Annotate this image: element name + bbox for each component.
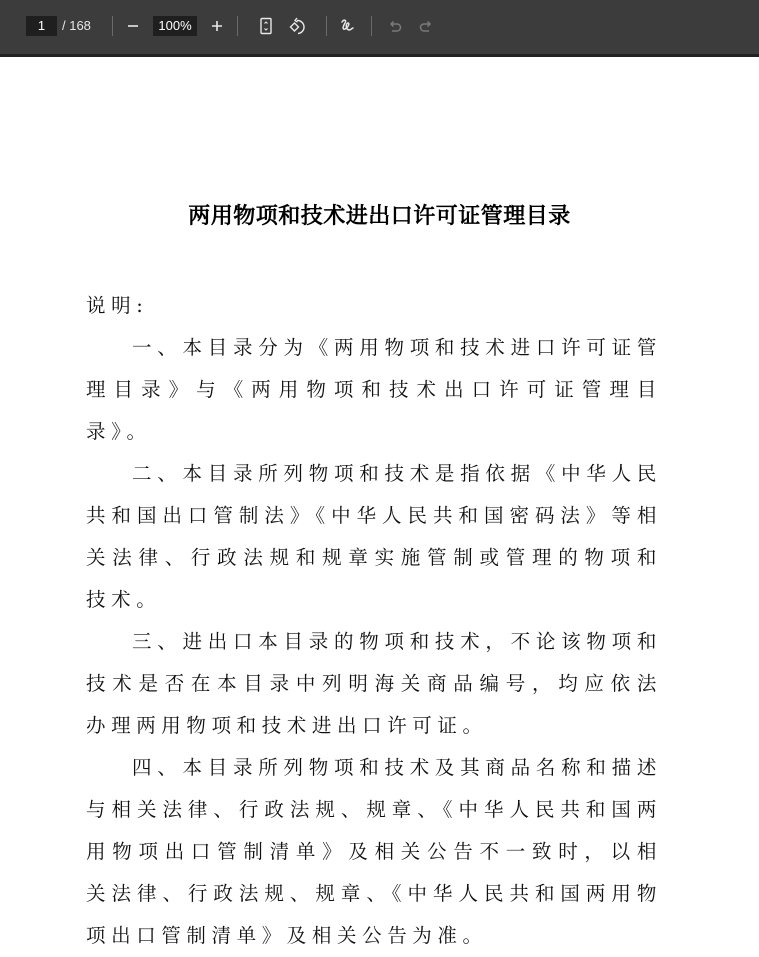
toolbar-divider xyxy=(371,16,372,36)
page-number-input[interactable]: 1 xyxy=(26,16,57,36)
minus-icon xyxy=(126,19,140,33)
plus-icon xyxy=(210,19,224,33)
draw-icon xyxy=(339,17,357,35)
undo-button[interactable] xyxy=(383,14,407,38)
rotate-button[interactable] xyxy=(286,14,310,38)
rotate-counterclockwise-icon xyxy=(288,16,308,36)
paragraph-2: 二、本目录所列物项和技术是指依据《中华人民共和国出口管制法》《中华人民共和国密码法》等相关法律、行政法规和规章实施管制或管理的物项和技术。 xyxy=(86,462,662,611)
page-total-label: / 168 xyxy=(62,18,91,33)
pdf-page xyxy=(0,57,759,956)
paragraph-4: 四、本目录所列物项和技术及其商品名称和描述与相关法律、行政法规、规章、《中华人民共和国两用物项出口管制清单》及相关公告不一致时，以相关法律、行政法规、规章、《中华人民共和国两用物项出口管制清单》及相关公告为准。 xyxy=(86,756,662,947)
toolbar-divider xyxy=(112,16,113,36)
zoom-in-button[interactable] xyxy=(205,14,229,38)
annotate-button[interactable] xyxy=(336,14,360,38)
zoom-out-button[interactable] xyxy=(121,14,145,38)
pdf-toolbar xyxy=(0,0,759,57)
document-title: 两用物项和技术进出口许可证管理目录 xyxy=(188,204,571,229)
toolbar-divider xyxy=(326,16,327,36)
fit-to-page-icon xyxy=(258,17,274,35)
undo-icon xyxy=(387,18,403,34)
toolbar-divider xyxy=(237,16,238,36)
redo-icon xyxy=(418,18,434,34)
paragraph-1: 一、本目录分为《两用物项和技术进口许可证管理目录》与《两用物项和技术出口许可证管理目录》。 xyxy=(86,336,662,443)
paragraph-3: 三、进出口本目录的物项和技术，不论该物项和技术是否在本目录中列明海关商品编号，均应依法办理两用物项和技术进出口许可证。 xyxy=(86,630,662,737)
redo-button[interactable] xyxy=(414,14,438,38)
fit-to-page-button[interactable] xyxy=(254,14,278,38)
intro-label: 说明: xyxy=(86,294,149,317)
zoom-level-input[interactable]: 100% xyxy=(153,16,197,36)
document-body xyxy=(86,285,662,957)
